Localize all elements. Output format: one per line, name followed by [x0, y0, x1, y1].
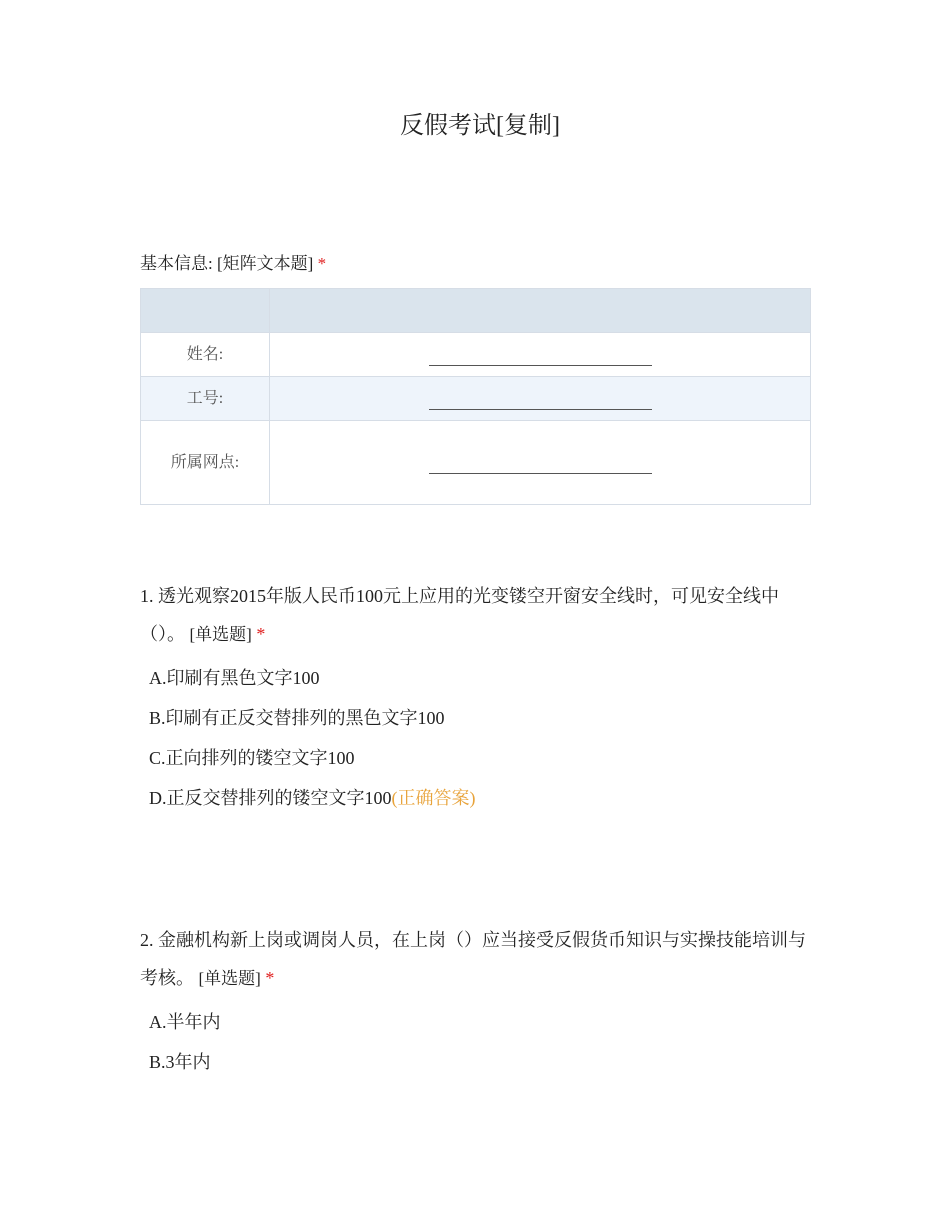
question-stem [140, 921, 810, 998]
branch-input[interactable] [270, 421, 811, 505]
employee-id-input[interactable] [270, 377, 811, 421]
option-list [140, 1002, 810, 1082]
option-a[interactable] [149, 658, 810, 698]
option-text: A.半年内 [149, 1012, 221, 1032]
basic-info-matrix [140, 288, 811, 505]
question-type: [单选题] [189, 625, 252, 644]
question-stem [140, 577, 810, 654]
blank-line [429, 345, 652, 366]
matrix-header-cell [141, 289, 270, 333]
name-input[interactable] [270, 333, 811, 377]
required-mark: * [317, 254, 327, 273]
blank-line [429, 389, 652, 410]
option-b[interactable] [149, 698, 810, 738]
correct-answer-tag: (正确答案) [391, 788, 476, 808]
matrix-row-employee-id [141, 377, 811, 421]
question-1 [140, 577, 810, 818]
matrix-row-branch [141, 421, 811, 505]
basic-info-title: 基本信息: [140, 254, 213, 273]
option-a[interactable] [149, 1002, 810, 1042]
question-type: [矩阵文本题] [216, 254, 314, 273]
basic-info-label [140, 250, 326, 278]
question-number: 1. [140, 586, 154, 606]
matrix-header-cell [270, 289, 811, 333]
matrix-header-row [141, 289, 811, 333]
option-text: B.3年内 [149, 1052, 211, 1072]
option-text: C.正向排列的镂空文字100 [149, 748, 355, 768]
option-text: D.正反交替排列的镂空文字100 [149, 788, 392, 808]
row-label-name: 姓名: [141, 333, 270, 377]
required-mark: * [256, 624, 266, 644]
matrix-row-name [141, 333, 811, 377]
question-text: 透光观察2015年版人民币100元上应用的光变镂空开窗安全线时，可见安全线中（）。 [140, 586, 779, 644]
required-mark: * [265, 968, 275, 988]
option-b[interactable] [149, 1042, 810, 1082]
row-label-employee-id: 工号: [141, 377, 270, 421]
page-title: 反假考试[复制] [400, 113, 560, 139]
option-text: B.印刷有正反交替排列的黑色文字100 [149, 708, 445, 728]
question-text: 金融机构新上岗或调岗人员，在上岗（）应当接受反假货币知识与实操技能培训与考核。 [140, 930, 806, 988]
question-2 [140, 921, 810, 1082]
blank-line [429, 453, 652, 474]
option-text: A.印刷有黑色文字100 [149, 668, 320, 688]
option-c[interactable] [149, 738, 810, 778]
option-d[interactable] [149, 778, 810, 818]
row-label-branch: 所属网点: [141, 421, 270, 505]
question-number: 2. [140, 930, 154, 950]
question-type: [单选题] [198, 969, 261, 988]
option-list [140, 658, 810, 818]
